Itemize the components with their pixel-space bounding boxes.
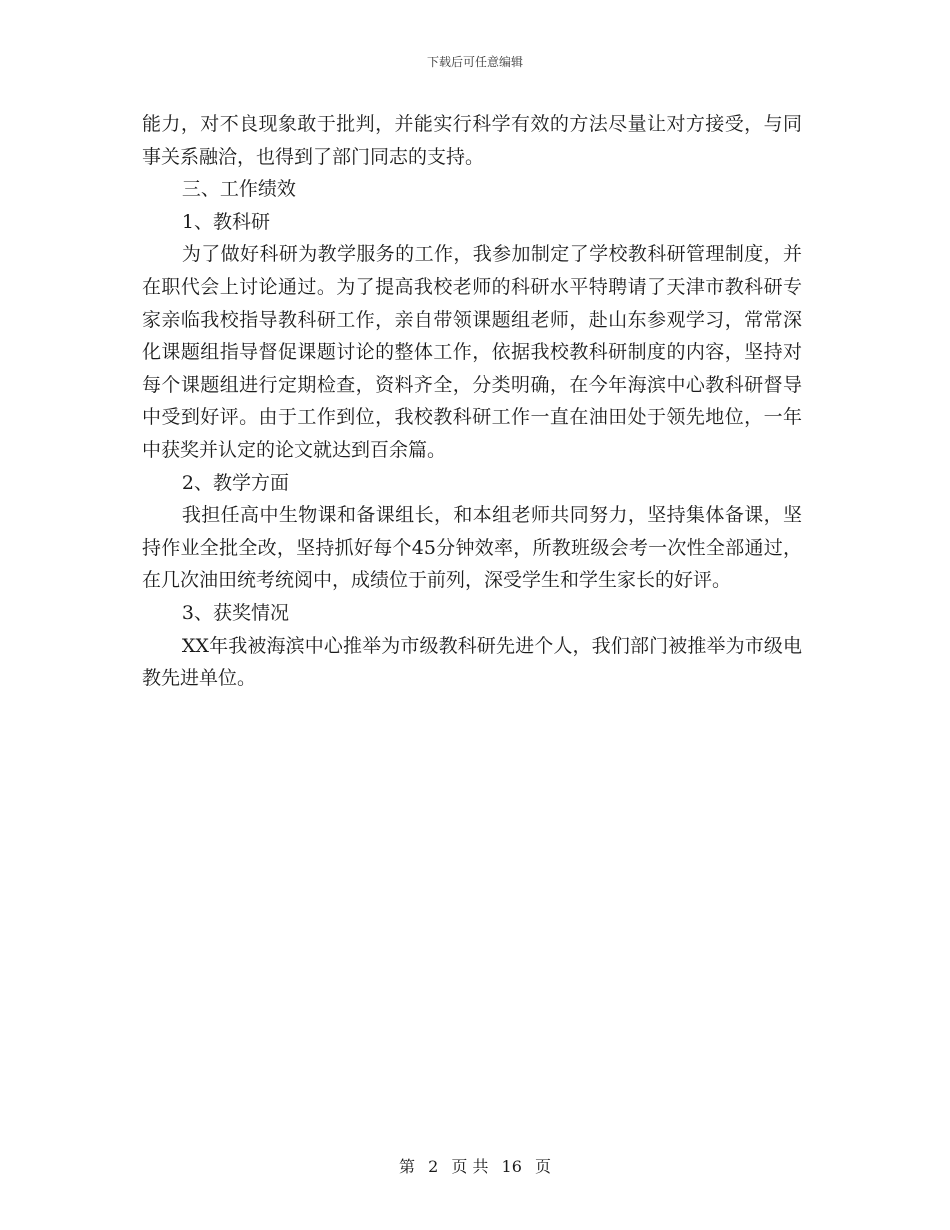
paragraph: 为了做好科研为教学服务的工作，我参加制定了学校教科研管理制度，并在职代会上讨论通过。为了提高我校老师的科研水平特聘请了天津市教科研专家亲临我校指导教科研工作，亲自带领课题组老师，赴山东参观学习，常常深化课题组指导督促课题讨论的整体工作，依据我校教科研制度的内容，坚持对每个课题组进行定期检查，资料齐全，分类明确，在今年海滨中心教科研督导中受到好评。由于工作到位，我校教科研工作一直在油田处于领先地位，一年中获奖并认定的论文就达到百余篇。 xyxy=(142,243,802,461)
page-footer xyxy=(0,1154,950,1177)
footer-suffix: 页 xyxy=(535,1157,552,1176)
subsection-heading: 3、获奖情况 xyxy=(181,601,289,624)
current-page-number: 2 xyxy=(428,1157,439,1176)
subsection-heading: 2、教学方面 xyxy=(181,471,289,494)
footer-middle: 页 共 xyxy=(451,1157,489,1176)
paragraph: 能力，对不良现象敢于批判，并能实行科学有效的方法尽量让对方接受，与同事关系融洽，也得到了部门同志的支持。 xyxy=(142,113,802,168)
document-body xyxy=(142,108,802,695)
footer-prefix: 第 xyxy=(398,1157,415,1176)
total-page-count: 16 xyxy=(501,1157,522,1176)
page-header: 下载后可任意编辑 xyxy=(426,55,523,69)
subsection-heading: 1、教科研 xyxy=(181,210,270,233)
paragraph: 我担任高中生物课和备课组长，和本组老师共同努力，坚持集体备课，坚持作业全批全改，坚持抓好每个45分钟效率，所教班级会考一次性全部通过，在几次油田统考统阅中，成绩位于前列，深受学生和学生家长的好评。 xyxy=(142,504,802,592)
paragraph: XX年我被海滨中心推举为市级教科研先进个人，我们部门被推举为市级电教先进单位。 xyxy=(142,634,802,690)
section-heading: 三、工作绩效 xyxy=(181,178,296,201)
